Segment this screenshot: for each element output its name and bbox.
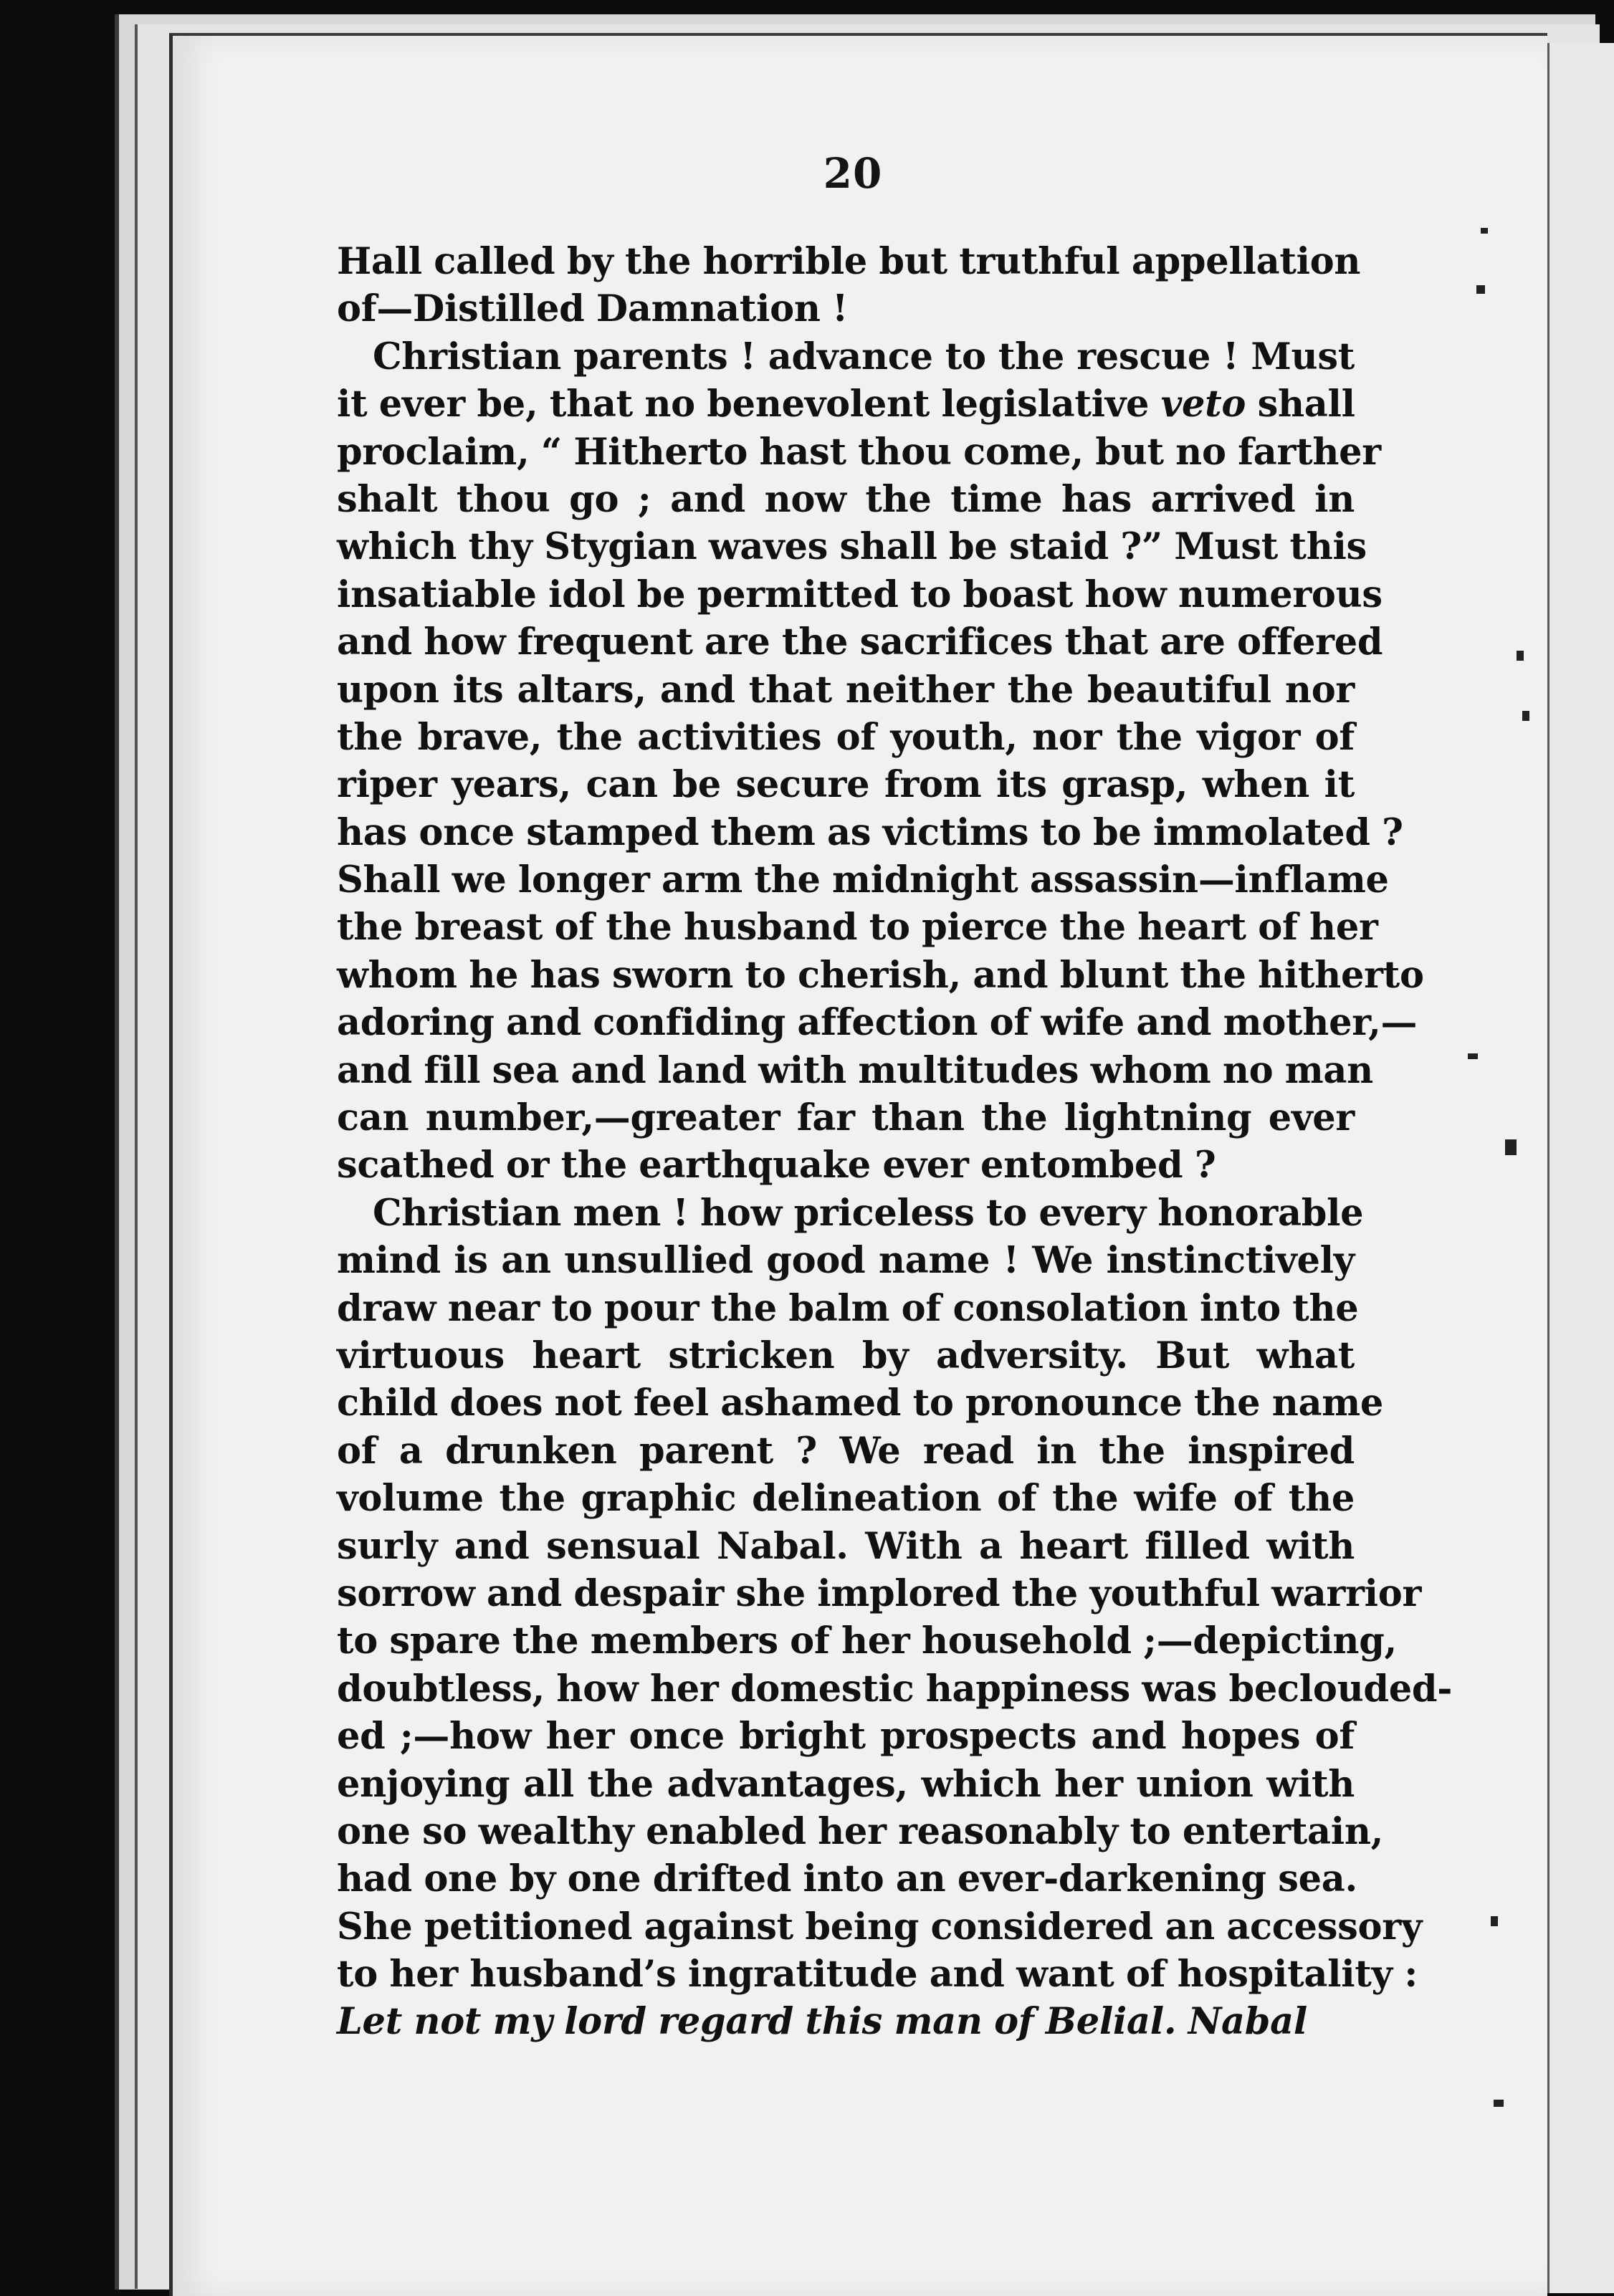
text-line: has once stamped them as victims to be immolated ? (337, 810, 1403, 854)
text-line: mind is an unsullied good name ! We instinctively (337, 1239, 1355, 1283)
text-line: it ever be, that no benevolent legislative veto shall (337, 383, 1355, 426)
text-line: had one by one drifted into an ever-darkening sea. (337, 1857, 1357, 1901)
text-line: Hall called by the horrible but truthful appellation (337, 240, 1361, 283)
text-line: and fill sea and land with multitudes whom no man (337, 1048, 1373, 1092)
text-line: sorrow and despair she implored the youthful warrior (337, 1572, 1422, 1615)
text-line: proclaim, “ Hitherto hast thou come, but no farther (337, 430, 1381, 474)
text-line: scathed or the earthquake ever entombed ? (337, 1144, 1216, 1187)
text-line: Christian parents ! advance to the rescue ! Must (373, 335, 1355, 378)
text-line: She petitioned against being considered an accessory (337, 1905, 1423, 1948)
emphasis-veto: veto (1160, 383, 1246, 426)
text-line: the brave, the activities of youth, nor the vigor of (337, 715, 1355, 759)
text-line: riper years, can be secure from its grasp, when it (337, 763, 1355, 807)
text-line: doubtless, how her domestic happiness was beclouded- (337, 1667, 1453, 1711)
scan-speck (1522, 711, 1529, 721)
text-line: Shall we longer arm the midnight assassin—inflame (337, 858, 1389, 902)
page-number: 20 (823, 149, 883, 198)
text-line: to spare the members of her household ;—depicting, (337, 1620, 1398, 1663)
scan-speck (1468, 1053, 1478, 1059)
text-line: upon its altars, and that neither the beautiful nor (337, 668, 1355, 712)
text-line: one so wealthy enabled her reasonably to entertain, (337, 1809, 1384, 1853)
text-line: ed ;—how her once bright prospects and hopes of (337, 1715, 1355, 1759)
text-line: child does not feel ashamed to pronounce the name (337, 1382, 1384, 1425)
text-line: to her husband’s ingratitude and want of hospitality : (337, 1953, 1418, 1996)
text-line: Let not my lord regard this man of Belial. Nabal (337, 2000, 1307, 2044)
text-line: which thy Stygian waves shall be staid ?” Must this (337, 525, 1367, 569)
text-line: Christian men ! how priceless to every honorable (373, 1191, 1364, 1235)
scan-speck (1494, 2100, 1504, 2107)
scan-speck (1481, 228, 1488, 234)
scan-speck (1505, 1139, 1517, 1155)
text-line: draw near to pour the balm of consolation into the (337, 1286, 1359, 1330)
page-body-text (337, 238, 1453, 2046)
text-line: can number,—greater far than the lightning ever (337, 1096, 1355, 1140)
text-line: insatiable idol be permitted to boast how numerous (337, 573, 1383, 616)
text-line: of a drunken parent ? We read in the inspired (337, 1429, 1355, 1473)
scan-speck (1491, 1916, 1498, 1926)
text-line: shalt thou go ; and now the time has arrived in (337, 477, 1355, 521)
text-line: surly and sensual Nabal. With a heart filled with (337, 1524, 1355, 1568)
text-line: adoring and confiding affection of wife and mother,— (337, 1001, 1418, 1045)
text-line: of—Distilled Damnation ! (337, 287, 849, 331)
text-line: virtuous heart stricken by adversity. But what (337, 1334, 1355, 1377)
text-line: enjoying all the advantages, which her union with (337, 1762, 1355, 1806)
text-line: volume the graphic delineation of the wife of the (337, 1477, 1355, 1521)
scan-speck (1517, 651, 1524, 661)
text-line: the breast of the husband to pierce the heart of her (337, 906, 1378, 950)
text-line: whom he has sworn to cherish, and blunt the hitherto (337, 953, 1424, 997)
scan-speck (1476, 285, 1485, 294)
text-line: and how frequent are the sacrifices that are offered (337, 621, 1383, 664)
facing-page-edge (1547, 43, 1614, 2293)
